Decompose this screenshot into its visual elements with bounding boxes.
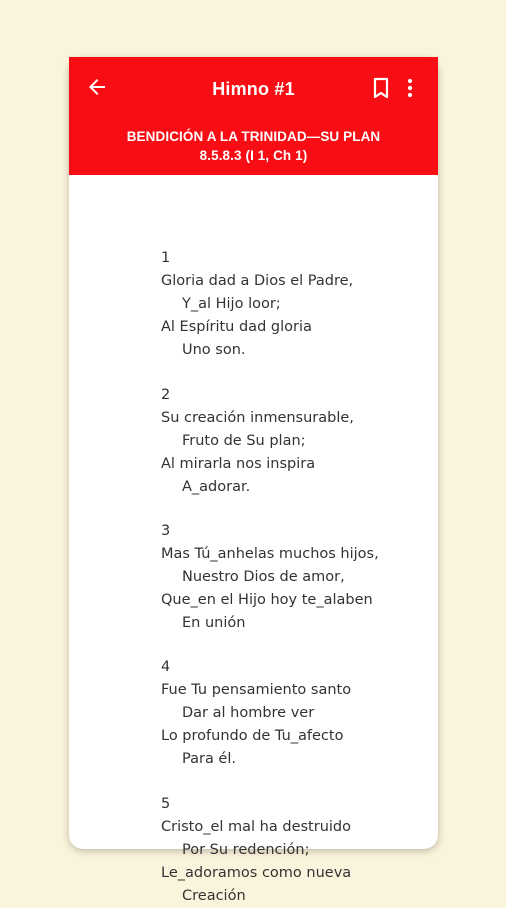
lyric-line: Le_adoramos como nueva <box>161 865 352 881</box>
stanza-2 <box>161 384 354 499</box>
app-screen <box>69 57 438 904</box>
lyric-line: En unión <box>182 615 246 631</box>
hymn-subtitle <box>69 127 438 165</box>
lyric-line: Para él. <box>182 751 236 767</box>
stanza-4 <box>161 656 351 771</box>
stanza-number: 3 <box>161 523 171 539</box>
hymn-meter: 8.5.8.3 (I 1, Ch 1) <box>199 148 308 163</box>
lyric-line: Nuestro Dios de amor, <box>182 569 345 585</box>
lyric-line: Uno son. <box>182 342 246 358</box>
lyric-line: Por Su redención; <box>182 842 310 858</box>
lyric-line: Fruto de Su plan; <box>182 433 306 449</box>
bookmark-icon[interactable] <box>372 77 390 99</box>
hymn-title: Himno #1 <box>212 79 295 99</box>
stanza-number: 2 <box>161 387 171 403</box>
app-bar <box>69 57 438 175</box>
hymn-lyrics[interactable] <box>69 175 438 904</box>
lyric-line: Lo profundo de Tu_afecto <box>161 728 344 744</box>
lyric-line: Su creación inmensurable, <box>161 410 354 426</box>
lyric-line: Al mirarla nos inspira <box>161 456 316 472</box>
lyric-line: Dar al hombre ver <box>182 705 315 721</box>
lyric-line: Gloria dad a Dios el Padre, <box>161 273 354 289</box>
stanza-3 <box>161 520 379 635</box>
lyric-line: Creación <box>182 888 246 904</box>
lyric-line: A_adorar. <box>182 479 251 495</box>
hymn-theme: BENDICIÓN A LA TRINIDAD—SU PLAN <box>126 129 381 144</box>
lyric-line: Y_al Hijo loor; <box>182 296 281 312</box>
lyric-line: Cristo_el mal ha destruido <box>161 819 351 835</box>
stanza-1 <box>161 247 353 362</box>
stanza-5 <box>161 793 351 908</box>
lyric-line: Mas Tú_anhelas muchos hijos, <box>161 546 379 562</box>
lyric-line: Fue Tu pensamiento santo <box>161 682 352 698</box>
more-vert-icon[interactable] <box>405 77 415 99</box>
stanza-number: 5 <box>161 796 171 812</box>
stanza-number: 1 <box>161 250 171 266</box>
lyric-line: Que_en el Hijo hoy te_alaben <box>161 592 373 608</box>
lyric-line: Al Espíritu dad gloria <box>161 319 312 335</box>
stanza-number: 4 <box>161 659 171 675</box>
